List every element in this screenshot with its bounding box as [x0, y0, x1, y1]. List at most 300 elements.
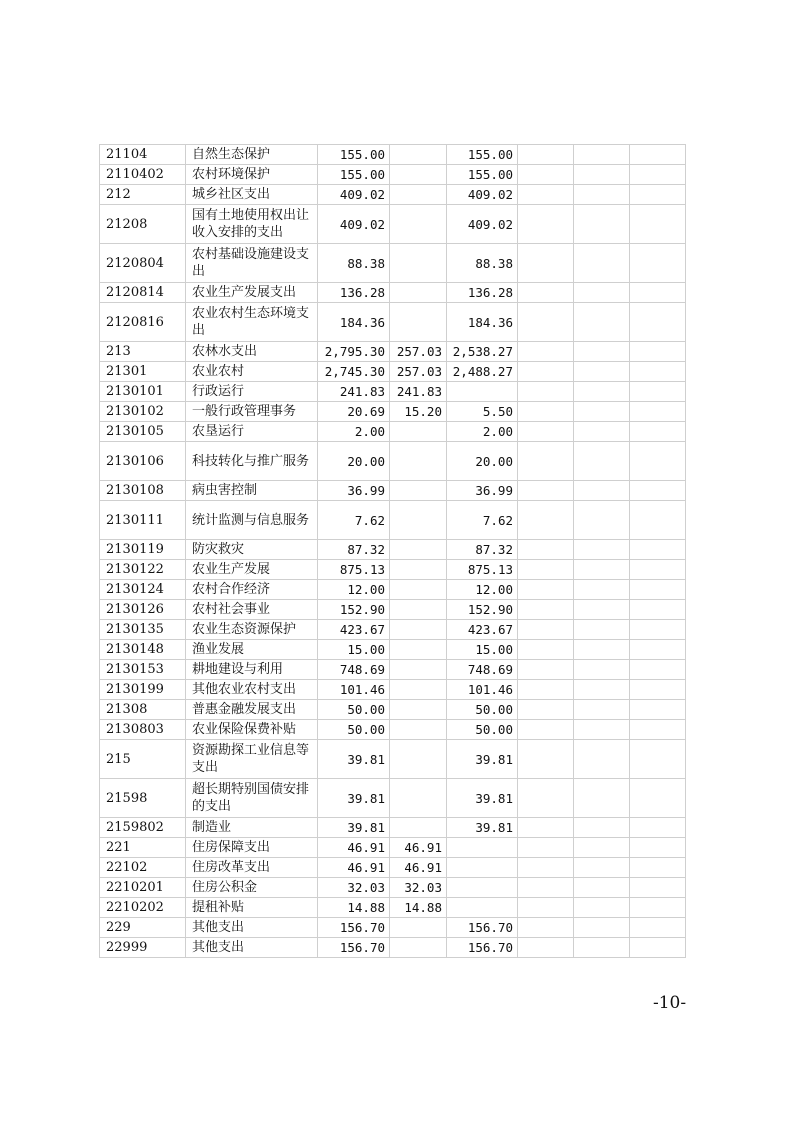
row-code: 21598 [100, 779, 186, 818]
row-basic: 257.03 [390, 342, 447, 362]
row-total: 32.03 [318, 878, 390, 898]
row-basic [390, 185, 447, 205]
row-name: 渔业发展 [186, 640, 318, 660]
row-name: 提租补贴 [186, 898, 318, 918]
row-total: 423.67 [318, 620, 390, 640]
row-code: 2130126 [100, 600, 186, 620]
row-basic [390, 740, 447, 779]
table-row [100, 878, 686, 898]
table-row [100, 918, 686, 938]
row-basic: 14.88 [390, 898, 447, 918]
row-project: 2,538.27 [447, 342, 518, 362]
table-row [100, 779, 686, 818]
row-code: 221 [100, 838, 186, 858]
row-empty-cell [630, 402, 686, 422]
row-code: 2130153 [100, 660, 186, 680]
row-project: 2.00 [447, 422, 518, 442]
row-basic [390, 165, 447, 185]
row-empty-cell [518, 442, 574, 481]
row-empty-cell [518, 680, 574, 700]
row-total: 184.36 [318, 303, 390, 342]
table-row [100, 422, 686, 442]
row-basic [390, 560, 447, 580]
row-empty-cell [630, 560, 686, 580]
row-project: 88.38 [447, 244, 518, 283]
table-row [100, 640, 686, 660]
row-name: 住房改革支出 [186, 858, 318, 878]
row-basic [390, 303, 447, 342]
row-project: 409.02 [447, 205, 518, 244]
row-empty-cell [574, 244, 630, 283]
table-row [100, 382, 686, 402]
row-basic: 46.91 [390, 838, 447, 858]
row-empty-cell [630, 580, 686, 600]
row-basic [390, 818, 447, 838]
row-empty-cell [574, 362, 630, 382]
row-project: 748.69 [447, 660, 518, 680]
row-empty-cell [574, 620, 630, 640]
table-row [100, 740, 686, 779]
row-empty-cell [518, 779, 574, 818]
row-project: 2,488.27 [447, 362, 518, 382]
row-total: 155.00 [318, 165, 390, 185]
row-basic: 32.03 [390, 878, 447, 898]
row-empty-cell [630, 898, 686, 918]
row-code: 2120814 [100, 283, 186, 303]
row-empty-cell [574, 303, 630, 342]
table-row [100, 205, 686, 244]
row-empty-cell [574, 283, 630, 303]
row-total: 409.02 [318, 185, 390, 205]
row-total: 50.00 [318, 720, 390, 740]
row-basic [390, 540, 447, 560]
row-empty-cell [518, 858, 574, 878]
row-empty-cell [574, 938, 630, 958]
table-row [100, 402, 686, 422]
row-total: 2.00 [318, 422, 390, 442]
row-empty-cell [574, 660, 630, 680]
row-total: 15.00 [318, 640, 390, 660]
row-total: 2,745.30 [318, 362, 390, 382]
table-row [100, 283, 686, 303]
row-name: 资源勘探工业信息等支出 [186, 740, 318, 779]
row-empty-cell [518, 165, 574, 185]
row-project: 39.81 [447, 818, 518, 838]
row-empty-cell [574, 501, 630, 540]
row-project [447, 838, 518, 858]
row-total: 101.46 [318, 680, 390, 700]
row-total: 7.62 [318, 501, 390, 540]
table-row [100, 362, 686, 382]
row-empty-cell [518, 918, 574, 938]
row-empty-cell [518, 402, 574, 422]
row-basic [390, 283, 447, 303]
row-total: 14.88 [318, 898, 390, 918]
row-name: 农业农村生态环境支出 [186, 303, 318, 342]
row-empty-cell [518, 600, 574, 620]
page-number: -10- [653, 993, 687, 1013]
table-row [100, 898, 686, 918]
row-empty-cell [630, 501, 686, 540]
row-empty-cell [574, 680, 630, 700]
row-project: 39.81 [447, 740, 518, 779]
row-name: 城乡社区支出 [186, 185, 318, 205]
row-basic [390, 422, 447, 442]
row-empty-cell [630, 283, 686, 303]
row-empty-cell [574, 858, 630, 878]
row-empty-cell [630, 640, 686, 660]
row-empty-cell [630, 205, 686, 244]
row-empty-cell [630, 145, 686, 165]
row-code: 2130108 [100, 481, 186, 501]
row-empty-cell [574, 918, 630, 938]
table-row [100, 680, 686, 700]
row-project: 36.99 [447, 481, 518, 501]
row-code: 2130199 [100, 680, 186, 700]
row-total: 152.90 [318, 600, 390, 620]
row-code: 2130102 [100, 402, 186, 422]
row-empty-cell [518, 938, 574, 958]
row-empty-cell [518, 838, 574, 858]
row-total: 39.81 [318, 740, 390, 779]
row-name: 国有土地使用权出让收入安排的支出 [186, 205, 318, 244]
row-empty-cell [574, 580, 630, 600]
row-empty-cell [518, 720, 574, 740]
row-total: 748.69 [318, 660, 390, 680]
row-empty-cell [574, 342, 630, 362]
row-name: 统计监测与信息服务 [186, 501, 318, 540]
row-empty-cell [518, 362, 574, 382]
table-row [100, 938, 686, 958]
table-row [100, 580, 686, 600]
row-project: 20.00 [447, 442, 518, 481]
row-empty-cell [574, 898, 630, 918]
row-empty-cell [518, 422, 574, 442]
row-empty-cell [518, 898, 574, 918]
row-total: 46.91 [318, 838, 390, 858]
row-total: 409.02 [318, 205, 390, 244]
row-empty-cell [574, 145, 630, 165]
row-name: 农业生产发展支出 [186, 283, 318, 303]
row-code: 2130122 [100, 560, 186, 580]
row-empty-cell [518, 205, 574, 244]
row-code: 2130101 [100, 382, 186, 402]
row-empty-cell [574, 640, 630, 660]
row-total: 875.13 [318, 560, 390, 580]
row-code: 2130135 [100, 620, 186, 640]
row-basic [390, 580, 447, 600]
row-empty-cell [574, 382, 630, 402]
row-basic [390, 640, 447, 660]
row-empty-cell [574, 720, 630, 740]
row-basic [390, 481, 447, 501]
row-empty-cell [518, 620, 574, 640]
row-empty-cell [518, 145, 574, 165]
row-empty-cell [630, 838, 686, 858]
row-project: 39.81 [447, 779, 518, 818]
table-row [100, 481, 686, 501]
table-row [100, 560, 686, 580]
row-code: 2120816 [100, 303, 186, 342]
table-row [100, 442, 686, 481]
row-empty-cell [518, 342, 574, 362]
table-row [100, 600, 686, 620]
row-empty-cell [630, 540, 686, 560]
row-empty-cell [574, 205, 630, 244]
row-empty-cell [518, 185, 574, 205]
table-body [100, 145, 686, 958]
row-total: 39.81 [318, 818, 390, 838]
row-project: 156.70 [447, 918, 518, 938]
table-row [100, 244, 686, 283]
row-project: 155.00 [447, 165, 518, 185]
row-name: 农村合作经济 [186, 580, 318, 600]
row-code: 22102 [100, 858, 186, 878]
row-code: 2130106 [100, 442, 186, 481]
row-empty-cell [574, 700, 630, 720]
row-empty-cell [630, 600, 686, 620]
row-empty-cell [574, 442, 630, 481]
table-row [100, 818, 686, 838]
row-empty-cell [574, 600, 630, 620]
row-basic [390, 600, 447, 620]
row-name: 农村社会事业 [186, 600, 318, 620]
row-empty-cell [574, 422, 630, 442]
row-empty-cell [630, 382, 686, 402]
row-empty-cell [630, 779, 686, 818]
budget-table [99, 144, 686, 958]
row-basic [390, 720, 447, 740]
row-name: 防灾救灾 [186, 540, 318, 560]
row-project: 12.00 [447, 580, 518, 600]
row-name: 一般行政管理事务 [186, 402, 318, 422]
row-code: 215 [100, 740, 186, 779]
row-basic [390, 918, 447, 938]
row-name: 科技转化与推广服务 [186, 442, 318, 481]
row-empty-cell [630, 303, 686, 342]
table-row [100, 165, 686, 185]
row-empty-cell [574, 165, 630, 185]
row-empty-cell [630, 878, 686, 898]
table-row [100, 342, 686, 362]
row-empty-cell [630, 918, 686, 938]
row-basic [390, 779, 447, 818]
row-empty-cell [518, 540, 574, 560]
row-total: 87.32 [318, 540, 390, 560]
row-name: 农垦运行 [186, 422, 318, 442]
row-project [447, 858, 518, 878]
row-code: 2130148 [100, 640, 186, 660]
row-name: 农村环境保护 [186, 165, 318, 185]
row-code: 2159802 [100, 818, 186, 838]
row-code: 2130124 [100, 580, 186, 600]
row-code: 2130111 [100, 501, 186, 540]
row-code: 213 [100, 342, 186, 362]
row-total: 156.70 [318, 938, 390, 958]
row-basic: 46.91 [390, 858, 447, 878]
row-name: 耕地建设与利用 [186, 660, 318, 680]
row-name: 普惠金融发展支出 [186, 700, 318, 720]
table-row [100, 501, 686, 540]
row-project: 155.00 [447, 145, 518, 165]
row-code: 21208 [100, 205, 186, 244]
row-empty-cell [518, 740, 574, 779]
row-name: 自然生态保护 [186, 145, 318, 165]
row-empty-cell [630, 481, 686, 501]
row-empty-cell [630, 362, 686, 382]
row-project: 184.36 [447, 303, 518, 342]
row-empty-cell [630, 185, 686, 205]
table-row [100, 540, 686, 560]
row-total: 39.81 [318, 779, 390, 818]
row-project: 15.00 [447, 640, 518, 660]
row-total: 136.28 [318, 283, 390, 303]
row-empty-cell [574, 779, 630, 818]
row-empty-cell [630, 660, 686, 680]
row-basic [390, 660, 447, 680]
row-project: 50.00 [447, 720, 518, 740]
row-empty-cell [574, 185, 630, 205]
row-empty-cell [518, 283, 574, 303]
row-name: 农业保险保费补贴 [186, 720, 318, 740]
row-empty-cell [630, 720, 686, 740]
row-basic [390, 244, 447, 283]
row-code: 212 [100, 185, 186, 205]
row-empty-cell [574, 878, 630, 898]
table-row [100, 858, 686, 878]
row-total: 50.00 [318, 700, 390, 720]
row-empty-cell [630, 858, 686, 878]
row-total: 36.99 [318, 481, 390, 501]
row-empty-cell [574, 740, 630, 779]
row-total: 20.00 [318, 442, 390, 481]
row-project: 409.02 [447, 185, 518, 205]
row-name: 农业生态资源保护 [186, 620, 318, 640]
row-empty-cell [518, 382, 574, 402]
row-empty-cell [518, 501, 574, 540]
row-empty-cell [630, 422, 686, 442]
table-row [100, 145, 686, 165]
row-code: 2120804 [100, 244, 186, 283]
row-project: 156.70 [447, 938, 518, 958]
row-empty-cell [630, 165, 686, 185]
row-project: 136.28 [447, 283, 518, 303]
row-empty-cell [518, 580, 574, 600]
row-empty-cell [518, 818, 574, 838]
row-name: 病虫害控制 [186, 481, 318, 501]
row-name: 住房保障支出 [186, 838, 318, 858]
row-project: 7.62 [447, 501, 518, 540]
row-basic [390, 205, 447, 244]
row-name: 农林水支出 [186, 342, 318, 362]
row-empty-cell [574, 540, 630, 560]
row-total: 12.00 [318, 580, 390, 600]
row-empty-cell [574, 818, 630, 838]
row-empty-cell [630, 700, 686, 720]
row-total: 156.70 [318, 918, 390, 938]
row-project [447, 382, 518, 402]
row-name: 住房公积金 [186, 878, 318, 898]
row-name: 其他支出 [186, 938, 318, 958]
row-empty-cell [630, 442, 686, 481]
row-name: 农业生产发展 [186, 560, 318, 580]
table-row [100, 838, 686, 858]
row-project: 101.46 [447, 680, 518, 700]
row-empty-cell [630, 818, 686, 838]
row-name: 农业农村 [186, 362, 318, 382]
row-code: 2210201 [100, 878, 186, 898]
row-total: 46.91 [318, 858, 390, 878]
row-total: 88.38 [318, 244, 390, 283]
row-basic [390, 620, 447, 640]
row-empty-cell [630, 740, 686, 779]
row-name: 其他支出 [186, 918, 318, 938]
row-empty-cell [574, 481, 630, 501]
row-code: 229 [100, 918, 186, 938]
row-empty-cell [518, 700, 574, 720]
row-total: 155.00 [318, 145, 390, 165]
row-empty-cell [518, 560, 574, 580]
row-code: 2130119 [100, 540, 186, 560]
row-total: 241.83 [318, 382, 390, 402]
row-project: 875.13 [447, 560, 518, 580]
row-project: 5.50 [447, 402, 518, 422]
table-row [100, 303, 686, 342]
row-name: 行政运行 [186, 382, 318, 402]
row-project: 50.00 [447, 700, 518, 720]
row-basic [390, 442, 447, 481]
row-code: 21308 [100, 700, 186, 720]
row-code: 21104 [100, 145, 186, 165]
row-project: 423.67 [447, 620, 518, 640]
row-name: 超长期特别国债安排的支出 [186, 779, 318, 818]
row-empty-cell [518, 640, 574, 660]
row-basic [390, 700, 447, 720]
table-row [100, 660, 686, 680]
row-empty-cell [518, 660, 574, 680]
row-empty-cell [518, 303, 574, 342]
row-project: 152.90 [447, 600, 518, 620]
row-name: 其他农业农村支出 [186, 680, 318, 700]
row-empty-cell [630, 620, 686, 640]
row-empty-cell [518, 878, 574, 898]
row-basic [390, 938, 447, 958]
row-name: 制造业 [186, 818, 318, 838]
row-project: 87.32 [447, 540, 518, 560]
row-total: 20.69 [318, 402, 390, 422]
row-empty-cell [518, 481, 574, 501]
row-code: 2130803 [100, 720, 186, 740]
table-row [100, 185, 686, 205]
row-empty-cell [574, 560, 630, 580]
row-code: 2210202 [100, 898, 186, 918]
row-code: 22999 [100, 938, 186, 958]
row-empty-cell [630, 680, 686, 700]
table-row [100, 700, 686, 720]
table-row [100, 620, 686, 640]
row-code: 2130105 [100, 422, 186, 442]
row-name: 农村基础设施建设支出 [186, 244, 318, 283]
row-basic [390, 501, 447, 540]
row-basic [390, 145, 447, 165]
row-project [447, 898, 518, 918]
row-code: 21301 [100, 362, 186, 382]
row-project [447, 878, 518, 898]
row-total: 2,795.30 [318, 342, 390, 362]
row-basic: 257.03 [390, 362, 447, 382]
row-empty-cell [630, 342, 686, 362]
row-code: 2110402 [100, 165, 186, 185]
